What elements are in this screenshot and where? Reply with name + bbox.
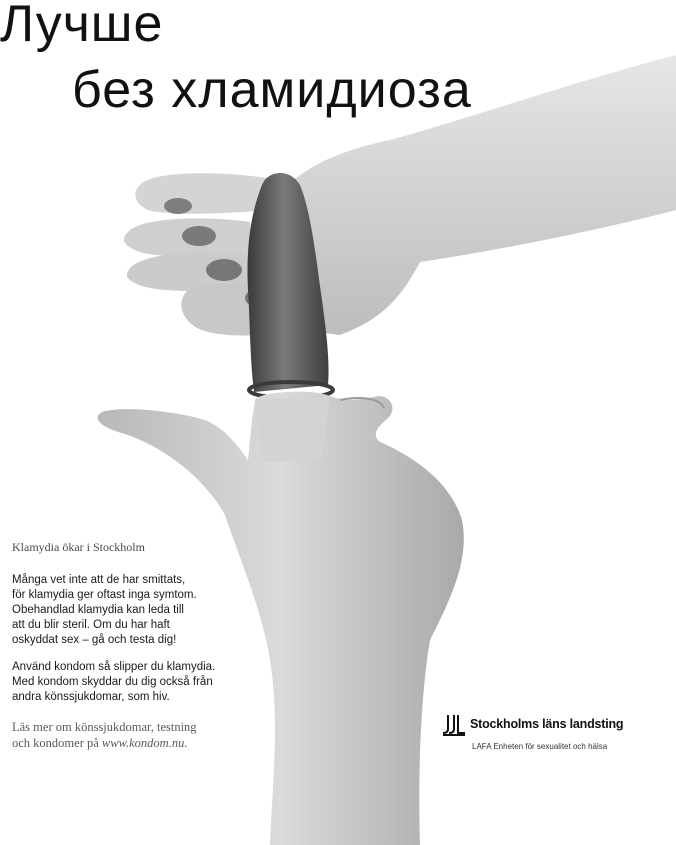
copy-line: Många vet inte att de har smittats, [12, 574, 186, 586]
copy-line: att du blir steril. Om du har haft [12, 619, 170, 631]
read-more-line-2 [12, 735, 282, 751]
logo-subtitle: LAFA Enheten för sexualitet och hälsa [472, 742, 608, 751]
read-more-line-1: Läs mer om könssjukdomar, testning [12, 720, 197, 734]
logo-name: Stockholms läns landsting [470, 717, 624, 731]
copy-line: Obehandlad klamydia kan leda till [12, 604, 184, 616]
read-more [12, 719, 282, 751]
copy-line: andra könssjukdomar, som hiv. [12, 691, 170, 703]
website-link[interactable]: www.kondom.nu. [101, 736, 188, 750]
copy-line: oskyddat sex – gå och testa dig! [12, 634, 177, 646]
body-copy [12, 540, 282, 751]
copy-paragraph-1 [12, 573, 282, 648]
copy-paragraph-2 [12, 660, 282, 705]
copy-line: Använd kondom så slipper du klamydia. [12, 661, 216, 673]
read-more-prefix: och kondomer på [12, 736, 102, 750]
copy-line: Med kondom skyddar du dig också från [12, 676, 213, 688]
headline-line-1: Лучше [0, 0, 164, 53]
copy-heading: Klamydia ökar i Stockholm [12, 540, 145, 554]
headline-line-2: без хламидиоза [72, 61, 472, 119]
sll-logo-icon [442, 714, 466, 736]
copy-line: för klamydia ger oftast inga symtom. [12, 589, 197, 601]
